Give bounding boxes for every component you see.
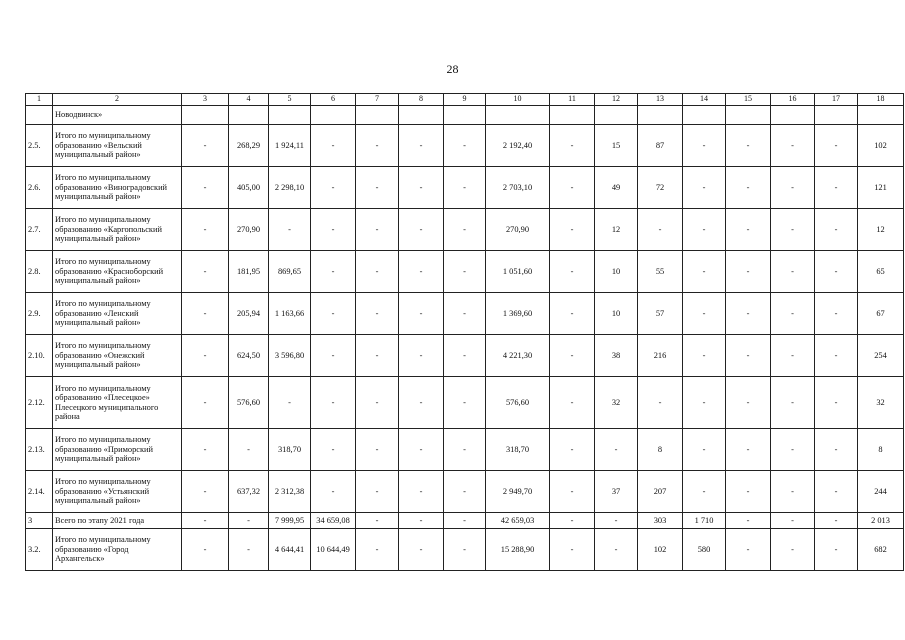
value-cell: - [444,335,486,377]
value-cell: 2 013 [858,513,904,529]
value-cell: - [182,167,229,209]
value-cell: - [815,209,858,251]
column-header: 7 [356,94,399,106]
value-cell: 38 [595,335,638,377]
value-cell: 1 710 [683,513,726,529]
value-cell: 15 [595,125,638,167]
table-row [26,167,904,209]
value-cell: - [356,471,399,513]
value-cell: - [815,251,858,293]
value-cell: 8 [858,429,904,471]
value-cell: - [771,513,815,529]
value-cell: 10 [595,251,638,293]
value-cell: - [550,125,595,167]
value-cell: - [444,471,486,513]
row-id-cell: 2.7. [26,209,53,251]
value-cell: - [683,293,726,335]
table-row [26,251,904,293]
column-header: 3 [182,94,229,106]
value-cell: - [815,293,858,335]
row-id-cell: 2.8. [26,251,53,293]
value-cell: 10 [595,293,638,335]
value-cell: - [726,529,771,571]
value-cell: - [815,471,858,513]
value-cell: 2 949,70 [486,471,550,513]
value-cell: 1 924,11 [269,125,311,167]
value-cell: - [726,429,771,471]
value-cell: - [229,513,269,529]
table-row [26,293,904,335]
value-cell: 87 [638,125,683,167]
value-cell: 624,50 [229,335,269,377]
value-cell: - [399,335,444,377]
value-cell: - [356,377,399,429]
value-cell: 57 [638,293,683,335]
value-cell: - [311,293,356,335]
value-cell: - [815,529,858,571]
value-cell: 4 221,30 [486,335,550,377]
table-row [26,529,904,571]
value-cell: - [182,251,229,293]
value-cell: - [683,125,726,167]
row-name-cell: Новодвинск» [53,106,182,125]
value-cell: - [399,529,444,571]
value-cell: 2 703,10 [486,167,550,209]
value-cell: - [550,377,595,429]
value-cell: - [356,529,399,571]
value-cell: - [444,125,486,167]
row-name-cell: Итого по муниципальному образованию «Онежский муниципальный район» [53,335,182,377]
value-cell: 303 [638,513,683,529]
value-cell: - [399,167,444,209]
value-cell: - [269,209,311,251]
value-cell: 205,94 [229,293,269,335]
value-cell: - [595,429,638,471]
value-cell: - [550,513,595,529]
value-cell: - [399,209,444,251]
column-header: 9 [444,94,486,106]
value-cell: - [815,513,858,529]
row-id-cell: 2.12. [26,377,53,429]
value-cell: 15 288,90 [486,529,550,571]
value-cell: 268,29 [229,125,269,167]
value-cell: - [356,125,399,167]
header-row [26,94,904,106]
value-cell: - [726,251,771,293]
row-name-cell: Итого по муниципальному образованию «Красноборский муниципальный район» [53,251,182,293]
value-cell: 10 644,49 [311,529,356,571]
value-cell: 207 [638,471,683,513]
value-cell: - [229,529,269,571]
value-cell: - [771,125,815,167]
value-cell: 869,65 [269,251,311,293]
row-id-cell: 2.14. [26,471,53,513]
value-cell: - [182,429,229,471]
value-cell: - [356,209,399,251]
value-cell: 102 [858,125,904,167]
value-cell: - [311,167,356,209]
value-cell: - [815,335,858,377]
value-cell: 1 163,66 [269,293,311,335]
value-cell: 121 [858,167,904,209]
value-cell: - [182,125,229,167]
value-cell: - [726,293,771,335]
column-header: 2 [53,94,182,106]
value-cell: - [444,377,486,429]
value-cell: - [311,251,356,293]
value-cell: - [726,209,771,251]
value-cell: 49 [595,167,638,209]
value-cell: 12 [595,209,638,251]
value-cell: 637,32 [229,471,269,513]
value-cell: - [726,471,771,513]
value-cell: - [399,471,444,513]
value-cell: - [815,167,858,209]
value-cell: - [182,513,229,529]
row-name-cell: Итого по муниципальному образованию «Виноградовский муниципальный район» [53,167,182,209]
row-name-cell: Итого по муниципальному образованию «Приморский муниципальный район» [53,429,182,471]
value-cell: - [444,513,486,529]
value-cell: 37 [595,471,638,513]
value-cell: - [182,529,229,571]
row-id-cell: 2.5. [26,125,53,167]
value-cell: - [550,209,595,251]
value-cell: - [311,429,356,471]
value-cell: - [269,377,311,429]
value-cell: - [638,209,683,251]
value-cell: - [595,513,638,529]
value-cell: 8 [638,429,683,471]
value-cell: - [683,429,726,471]
value-cell: 4 644,41 [269,529,311,571]
value-cell: 580 [683,529,726,571]
value-cell: - [771,293,815,335]
value-cell: - [356,293,399,335]
row-name-cell: Итого по муниципальному образованию «Плесецкое» Плесецкого муниципального района [53,377,182,429]
value-cell: 55 [638,251,683,293]
value-cell: 32 [595,377,638,429]
value-cell: 576,60 [486,377,550,429]
value-cell: 270,90 [229,209,269,251]
row-id-cell: 3 [26,513,53,529]
column-header: 6 [311,94,356,106]
value-cell: 12 [858,209,904,251]
value-cell: 102 [638,529,683,571]
value-cell: - [771,377,815,429]
row-id-cell [26,106,53,125]
row-name-cell: Итого по муниципальному образованию «Вельский муниципальный район» [53,125,182,167]
table-row [26,471,904,513]
value-cell: - [444,167,486,209]
value-cell: - [444,529,486,571]
value-cell: - [683,377,726,429]
data-table [25,93,904,571]
value-cell: 682 [858,529,904,571]
value-cell: - [550,167,595,209]
value-cell: - [726,513,771,529]
value-cell: 270,90 [486,209,550,251]
value-cell: - [444,251,486,293]
value-cell: 2 312,38 [269,471,311,513]
value-cell: - [726,125,771,167]
value-cell: - [182,335,229,377]
value-cell: - [311,471,356,513]
value-cell: 34 659,08 [311,513,356,529]
value-cell: - [683,167,726,209]
table-row [26,429,904,471]
value-cell: - [311,209,356,251]
value-cell: - [683,209,726,251]
value-cell: - [726,335,771,377]
value-cell: - [356,335,399,377]
value-cell: - [815,429,858,471]
value-cell: - [182,377,229,429]
row-name-cell: Итого по муниципальному образованию «Устьянский муниципальный район» [53,471,182,513]
value-cell: - [726,167,771,209]
column-header: 10 [486,94,550,106]
value-cell: - [726,377,771,429]
value-cell: - [771,335,815,377]
value-cell: 72 [638,167,683,209]
table-row [26,209,904,251]
value-cell: - [771,429,815,471]
value-cell: 318,70 [486,429,550,471]
value-cell: - [550,251,595,293]
value-cell: - [356,513,399,529]
column-header: 14 [683,94,726,106]
value-cell: - [683,251,726,293]
column-header: 1 [26,94,53,106]
column-header: 5 [269,94,311,106]
column-header: 16 [771,94,815,106]
value-cell: - [311,377,356,429]
value-cell: - [771,209,815,251]
continuation-row [26,106,904,125]
value-cell: 216 [638,335,683,377]
table-row [26,377,904,429]
column-header: 17 [815,94,858,106]
column-header: 15 [726,94,771,106]
value-cell: - [399,429,444,471]
value-cell: 318,70 [269,429,311,471]
value-cell: - [771,529,815,571]
value-cell: 3 596,80 [269,335,311,377]
value-cell: - [444,429,486,471]
value-cell: 67 [858,293,904,335]
value-cell: - [550,335,595,377]
value-cell: - [444,209,486,251]
value-cell: - [815,125,858,167]
value-cell: - [595,529,638,571]
row-id-cell: 2.13. [26,429,53,471]
value-cell: 254 [858,335,904,377]
value-cell: - [399,293,444,335]
value-cell: 42 659,03 [486,513,550,529]
value-cell: - [311,335,356,377]
value-cell: - [182,471,229,513]
row-name-cell: Итого по муниципальному образованию «Каргопольский муниципальный район» [53,209,182,251]
value-cell: - [815,377,858,429]
value-cell: - [550,293,595,335]
value-cell: - [356,429,399,471]
value-cell: - [683,335,726,377]
value-cell: - [683,471,726,513]
value-cell: - [771,471,815,513]
table-row [26,513,904,529]
value-cell: 2 298,10 [269,167,311,209]
value-cell: - [550,471,595,513]
row-name-cell: Итого по муниципальному образованию «Ленский муниципальный район» [53,293,182,335]
row-id-cell: 2.9. [26,293,53,335]
page-number: 28 [446,62,459,76]
value-cell: 2 192,40 [486,125,550,167]
table-row [26,125,904,167]
value-cell: - [771,167,815,209]
column-header: 8 [399,94,444,106]
column-header: 11 [550,94,595,106]
row-name-cell: Всего по этапу 2021 года [53,513,182,529]
value-cell: 576,60 [229,377,269,429]
value-cell: 1 051,60 [486,251,550,293]
value-cell: - [638,377,683,429]
table-row [26,335,904,377]
column-header: 13 [638,94,683,106]
column-header: 4 [229,94,269,106]
value-cell: - [399,513,444,529]
value-cell: - [399,125,444,167]
column-header: 18 [858,94,904,106]
value-cell: - [229,429,269,471]
value-cell: - [311,125,356,167]
value-cell: - [550,429,595,471]
value-cell: 65 [858,251,904,293]
value-cell: - [550,529,595,571]
value-cell: - [182,209,229,251]
row-id-cell: 2.10. [26,335,53,377]
value-cell: - [356,167,399,209]
value-cell: - [182,293,229,335]
value-cell: - [356,251,399,293]
row-name-cell: Итого по муниципальному образованию «Город Архангельск» [53,529,182,571]
value-cell: 181,95 [229,251,269,293]
value-cell: 244 [858,471,904,513]
column-header: 12 [595,94,638,106]
row-id-cell: 2.6. [26,167,53,209]
value-cell: 1 369,60 [486,293,550,335]
value-cell: - [444,293,486,335]
value-cell: - [399,251,444,293]
value-cell: 405,00 [229,167,269,209]
value-cell: - [399,377,444,429]
value-cell: 7 999,95 [269,513,311,529]
value-cell: - [771,251,815,293]
value-cell: 32 [858,377,904,429]
row-id-cell: 3.2. [26,529,53,571]
